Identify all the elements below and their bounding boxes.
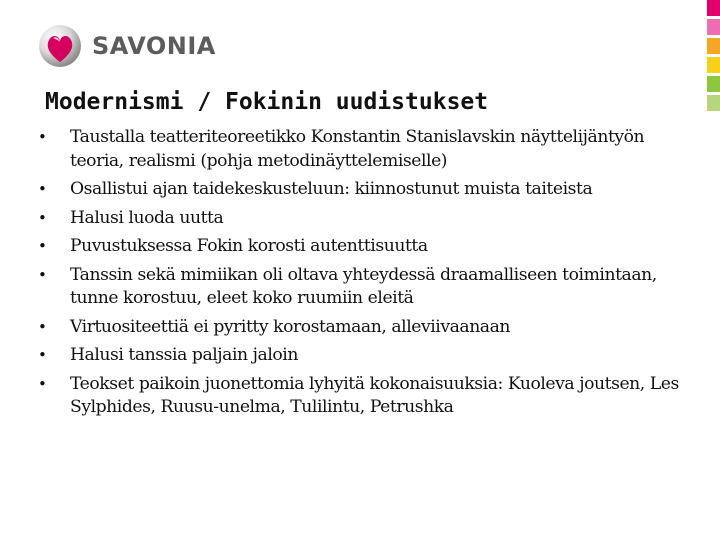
savonia-logo-icon	[38, 24, 82, 68]
bullet-list	[38, 126, 688, 425]
bullet-item	[38, 235, 688, 259]
bullet-dot: •	[38, 265, 47, 284]
bullet-item	[38, 344, 688, 368]
bullet-dot: •	[38, 180, 47, 198]
bullet-text: Tanssin sekä mimiikan oli oltava yhteydessä draamalliseen toimintaan, tunne korostuu, eleet koko ruumiin eleitä	[70, 264, 657, 308]
color-strip-block	[707, 95, 720, 111]
color-strip-block	[707, 0, 720, 16]
bullet-dot: •	[38, 128, 47, 146]
color-strip-block	[707, 57, 720, 73]
bullet-item	[38, 178, 688, 202]
bullet-item	[38, 373, 688, 420]
color-strip-block	[707, 76, 720, 92]
bullet-dot: •	[38, 237, 47, 255]
bullet-text: Taustalla teatteriteoreetikko Konstantin Stanislavskin näyttelijäntyön teoria, realismi (pohja metodinäyttelemiselle)	[70, 127, 645, 171]
color-strip	[707, 0, 720, 114]
bullet-text: Halusi luoda uutta	[70, 207, 224, 228]
color-strip-block	[707, 38, 720, 54]
bullet-text: Virtuositeettiä ei pyritty korostamaan, alleviivaanaan	[70, 316, 511, 337]
bullet-dot: •	[38, 346, 47, 364]
bullet-dot: •	[38, 374, 47, 393]
bullet-item	[38, 207, 688, 231]
logo-text: SAVONIA	[92, 32, 216, 60]
bullet-text: Puvustuksessa Fokin korosti autenttisuutta	[70, 236, 428, 256]
slide-title: Modernismi / Fokinin uudistukset	[45, 89, 489, 115]
bullet-dot: •	[38, 317, 47, 336]
bullet-item	[38, 126, 688, 173]
bullet-text: Teokset paikoin juonettomia lyhyitä kokonaisuuksia: Kuoleva joutsen, Les Sylphides, Ruusu-unelma, Tulilintu, Petrushka	[70, 373, 679, 417]
bullet-text: Halusi tanssia paljain jaloin	[70, 345, 298, 365]
bullet-dot: •	[38, 208, 47, 227]
bullet-text: Osallistui ajan taidekeskusteluun: kiinnostunut muista taiteista	[70, 179, 593, 199]
bullet-item	[38, 264, 688, 311]
bullet-item	[38, 316, 688, 340]
color-strip-block	[707, 19, 720, 35]
